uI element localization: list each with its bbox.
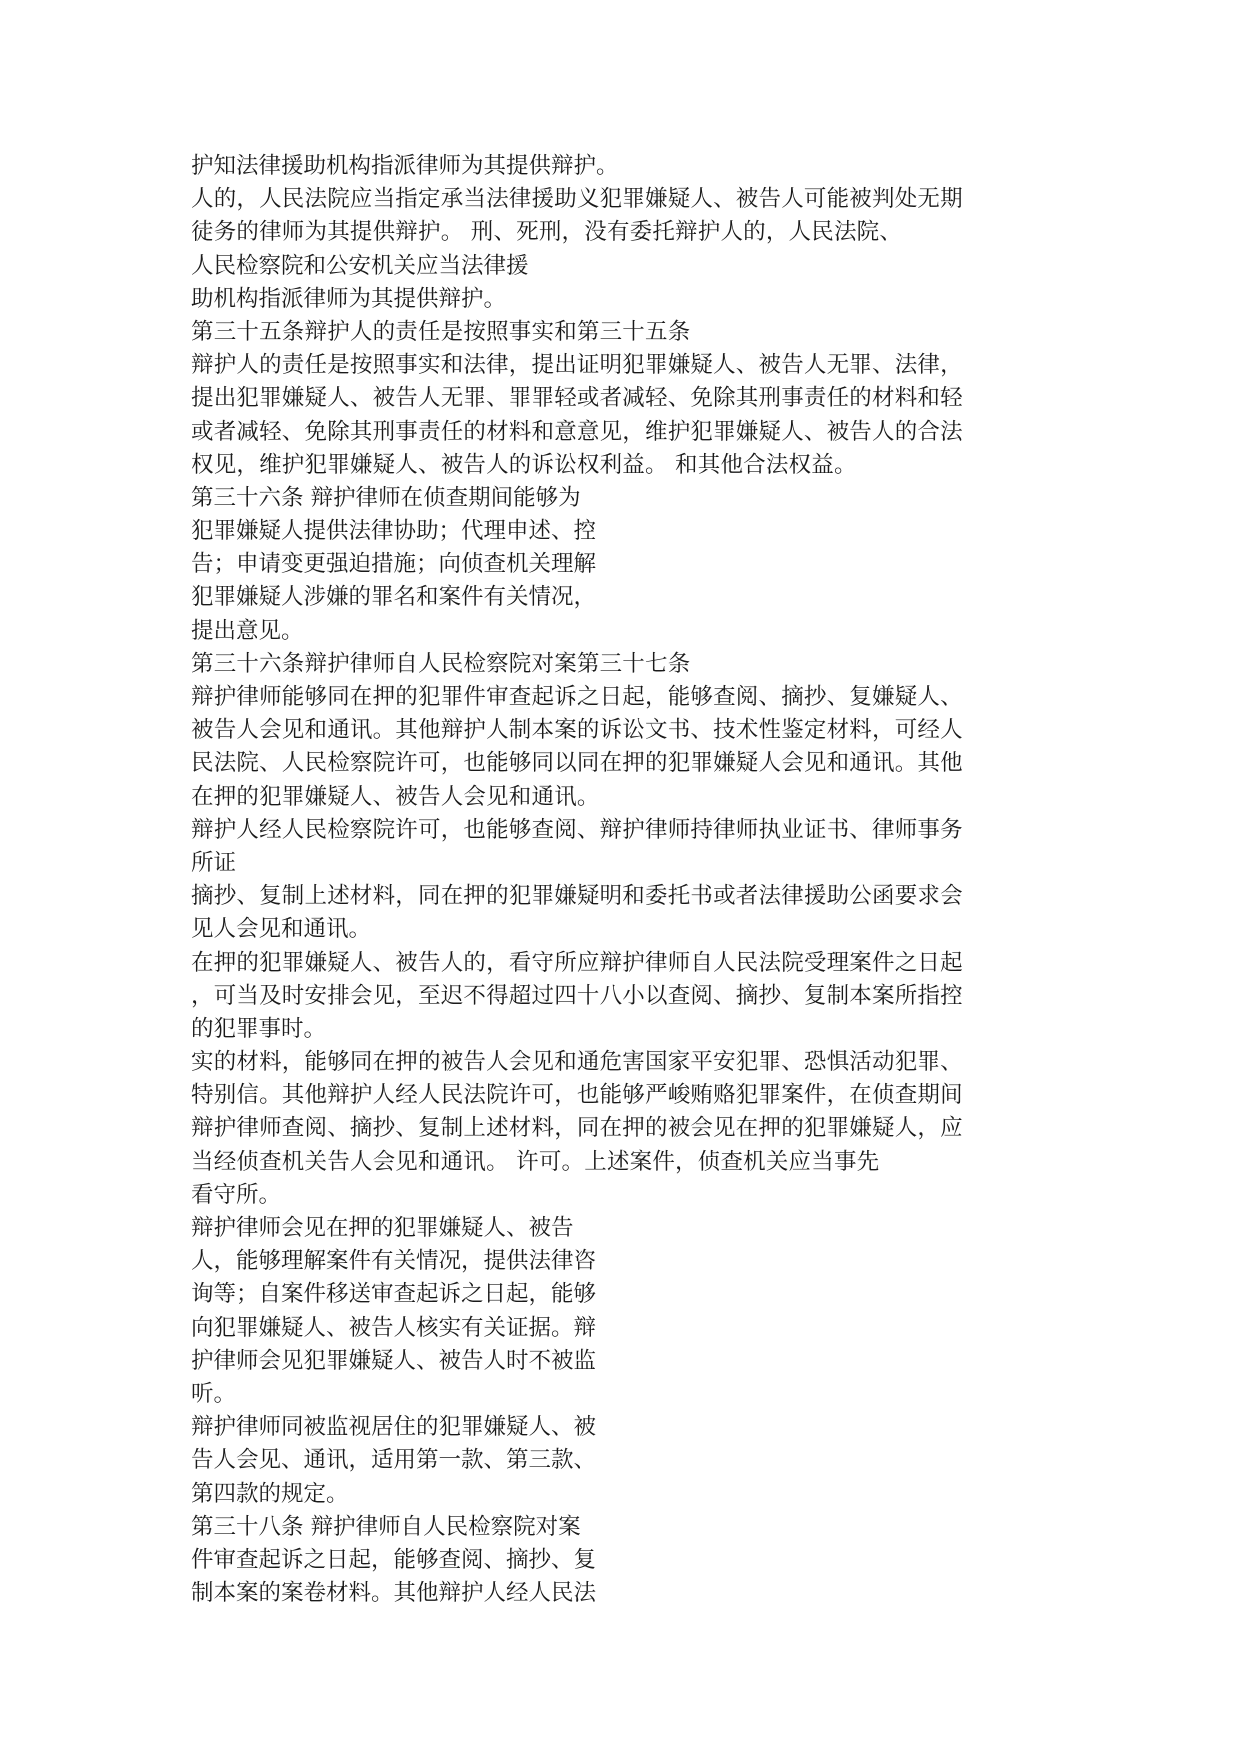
text-line: 制本案的案卷材料。其他辩护人经人民法 <box>191 1580 597 1607</box>
text-line: 见人会见和通讯。 <box>191 916 372 943</box>
text-line: 的犯罪事时。 <box>191 1015 327 1042</box>
text-line: 人民检察院和公安机关应当法律援 <box>191 252 529 279</box>
text-line: 辩护律师同被监视居住的犯罪嫌疑人、被 <box>191 1414 597 1441</box>
text-line: 第三十八条 辩护律师自人民检察院对案 <box>191 1513 581 1540</box>
text-line: 实的材料，能够同在押的被告人会见和通危害国家平安犯罪、恐惧活动犯罪、 <box>191 1049 963 1076</box>
text-line: 护律师会见犯罪嫌疑人、被告人时不被监 <box>191 1347 597 1374</box>
text-line: 在押的犯罪嫌疑人、被告人会见和通讯。 <box>191 783 600 810</box>
text-line: 辩护人的责任是按照事实和法律，提出证明犯罪嫌疑人、被告人无罪、法律， <box>191 352 963 379</box>
text-line: 第四款的规定。 <box>191 1480 349 1507</box>
text-line: 民法院、人民检察院许可，也能够同以同在押的犯罪嫌疑人会见和通讯。其他 <box>191 750 963 777</box>
text-line: 护知法律援助机构指派律师为其提供辩护。 <box>191 153 619 179</box>
text-line: 辩护律师查阅、摘抄、复制上述材料，同在押的被会见在押的犯罪嫌疑人，应 <box>191 1115 963 1142</box>
text-line: 徒务的律师为其提供辩护。 刑、死刑，没有委托辩护人的，人民法院、 <box>191 219 903 246</box>
text-line: ，可当及时安排会见，至迟不得超过四十八小以查阅、摘抄、复制本案所指控 <box>191 982 963 1009</box>
text-line: 第三十六条辩护律师自人民检察院对案第三十七条 <box>191 650 691 677</box>
text-line: 被告人会见和通讯。其他辩护人制本案的诉讼文书、技术性鉴定材料，可经人 <box>191 717 963 744</box>
text-line: 提出意见。 <box>191 617 304 644</box>
text-line: 助机构指派律师为其提供辩护。 <box>191 285 507 312</box>
text-line: 看守所。 <box>191 1181 282 1208</box>
text-line: 犯罪嫌疑人提供法律协助；代理申述、控 <box>191 518 597 545</box>
text-line: 犯罪嫌疑人涉嫌的罪名和案件有关情况， <box>191 584 597 611</box>
text-line: 提出犯罪嫌疑人、被告人无罪、罪罪轻或者减轻、免除其刑事责任的材料和轻 <box>191 385 963 412</box>
text-line: 辩护律师能够同在押的犯罪件审查起诉之日起，能够查阅、摘抄、复嫌疑人、 <box>191 684 963 710</box>
text-line: 权见，维护犯罪嫌疑人、被告人的诉讼权利益。 和其他合法权益。 <box>191 451 857 478</box>
text-line: 向犯罪嫌疑人、被告人核实有关证据。辩 <box>191 1314 597 1341</box>
text-line: 当经侦查机关告人会见和通讯。 许可。上述案件，侦查机关应当事先 <box>191 1148 880 1175</box>
text-line: 或者减轻、免除其刑事责任的材料和意意见，维护犯罪嫌疑人、被告人的合法 <box>191 418 963 445</box>
text-line: 所证 <box>191 849 237 876</box>
text-line: 人的，人民法院应当指定承当法律援助义犯罪嫌疑人、被告人可能被判处无期 <box>191 186 963 213</box>
text-line: 件审查起诉之日起，能够查阅、摘抄、复 <box>191 1546 597 1573</box>
text-line: 询等；自案件移送审查起诉之日起，能够 <box>191 1281 597 1308</box>
text-line: 辩护人经人民检察院许可，也能够查阅、辩护律师持律师执业证书、律师事务 <box>191 816 963 843</box>
text-line: 告；申请变更强迫措施；向侦查机关理解 <box>191 551 597 578</box>
text-line: 听。 <box>191 1380 237 1407</box>
text-line: 摘抄、复制上述材料，同在押的犯罪嫌疑明和委托书或者法律援助公函要求会 <box>191 883 963 910</box>
text-line: 第三十六条 辩护律师在侦查期间能够为 <box>191 484 581 511</box>
text-line: 辩护律师会见在押的犯罪嫌疑人、被告 <box>191 1215 574 1241</box>
document-body <box>191 150 1071 1610</box>
text-line: 告人会见、通讯，适用第一款、第三款、 <box>191 1447 597 1474</box>
text-line: 人，能够理解案件有关情况，提供法律咨 <box>191 1248 597 1275</box>
text-line: 第三十五条辩护人的责任是按照事实和第三十五条 <box>191 318 691 345</box>
text-line: 特别信。其他辩护人经人民法院许可，也能够严峻贿赂犯罪案件，在侦查期间 <box>191 1082 963 1109</box>
text-line: 在押的犯罪嫌疑人、被告人的，看守所应辩护律师自人民法院受理案件之日起 <box>191 949 963 976</box>
